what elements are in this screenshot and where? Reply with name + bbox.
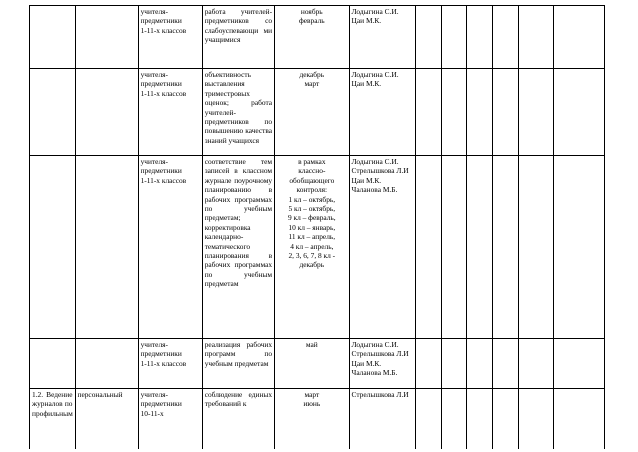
- empty-cell: [493, 6, 519, 69]
- responsible-cell: Лодыгина С.И. Стрелышкова Л.И Цаи М.К. Чаланова М.Б.: [349, 339, 415, 389]
- control-form-cell: персональный: [75, 389, 138, 449]
- dates-cell: ноябрь февраль: [275, 6, 349, 69]
- item-number-cell: [30, 339, 76, 389]
- empty-cell: [467, 156, 493, 339]
- dates-cell: май: [275, 339, 349, 389]
- control-form-cell: [75, 69, 138, 156]
- table-row: [30, 69, 605, 156]
- empty-cell: [519, 389, 554, 449]
- responsible-cell: Стрелышкова Л.И: [349, 389, 415, 449]
- content-cell: соответствие тем записей в классном журнале поурочному планированию в рабочих программах по учебным предметам; корректировка календарно-тематического планирования в рабочих программах по учебным предметам: [202, 156, 274, 339]
- empty-cell: [415, 6, 441, 69]
- empty-cell: [493, 339, 519, 389]
- content-cell: работа учителей-предметников со слабоуспевающи ми учащимися: [202, 6, 274, 69]
- empty-cell: [467, 6, 493, 69]
- empty-cell: [554, 156, 605, 339]
- empty-cell: [467, 69, 493, 156]
- item-number-cell: 1.2. Ведение журналов по профильным: [30, 389, 76, 449]
- empty-cell: [519, 6, 554, 69]
- empty-cell: [554, 69, 605, 156]
- control-form-cell: [75, 6, 138, 69]
- empty-cell: [415, 339, 441, 389]
- dates-cell: март июнь: [275, 389, 349, 449]
- empty-cell: [441, 69, 467, 156]
- empty-cell: [415, 389, 441, 449]
- item-number-cell: [30, 6, 76, 69]
- item-number-cell: [30, 156, 76, 339]
- empty-cell: [467, 339, 493, 389]
- table-row: [30, 389, 605, 449]
- control-plan-table: [29, 5, 605, 449]
- empty-cell: [493, 156, 519, 339]
- content-cell: соблюдение единых требований к: [202, 389, 274, 449]
- dates-cell: декабрь март: [275, 69, 349, 156]
- empty-cell: [554, 389, 605, 449]
- target-group-cell: учителя- предметники 1-11-х классов: [138, 339, 202, 389]
- empty-cell: [493, 389, 519, 449]
- responsible-cell: Лодыгина С.И. Стрелышкова Л.И Цаи М.К. Чаланова М.Б.: [349, 156, 415, 339]
- responsible-cell: Лодыгина С.И. Цаи М.К.: [349, 6, 415, 69]
- empty-cell: [554, 6, 605, 69]
- table-row: [30, 6, 605, 69]
- empty-cell: [554, 339, 605, 389]
- empty-cell: [415, 69, 441, 156]
- empty-cell: [519, 69, 554, 156]
- table-row: [30, 156, 605, 339]
- empty-cell: [415, 156, 441, 339]
- content-cell: реализация рабочих программ по учебным предметам: [202, 339, 274, 389]
- responsible-cell: Лодыгина С.И. Цаи М.К.: [349, 69, 415, 156]
- empty-cell: [467, 389, 493, 449]
- target-group-cell: учителя- предметники 1-11-х классов: [138, 6, 202, 69]
- item-number-cell: [30, 69, 76, 156]
- empty-cell: [519, 339, 554, 389]
- empty-cell: [441, 389, 467, 449]
- empty-cell: [493, 69, 519, 156]
- target-group-cell: учителя- предметники 1-11-х классов: [138, 156, 202, 339]
- empty-cell: [441, 6, 467, 69]
- control-form-cell: [75, 156, 138, 339]
- dates-cell: в рамках классно- обобщающего контроля: 1 кл – октябрь, 5 кл – октябрь, 9 кл – февраль, 10 кл – январь, 11 кл – апрель, 4 кл – апрель, 2, 3, 6, 7, 8 кл - декабрь: [275, 156, 349, 339]
- control-form-cell: [75, 339, 138, 389]
- target-group-cell: учителя- предметники 10-11-х: [138, 389, 202, 449]
- empty-cell: [519, 156, 554, 339]
- content-cell: объективность выставления триместровых оценок; работа учителей-предметников по повышению качества знаний учащихся: [202, 69, 274, 156]
- empty-cell: [441, 156, 467, 339]
- table-row: [30, 339, 605, 389]
- target-group-cell: учителя- предметники 1-11-х классов: [138, 69, 202, 156]
- empty-cell: [441, 339, 467, 389]
